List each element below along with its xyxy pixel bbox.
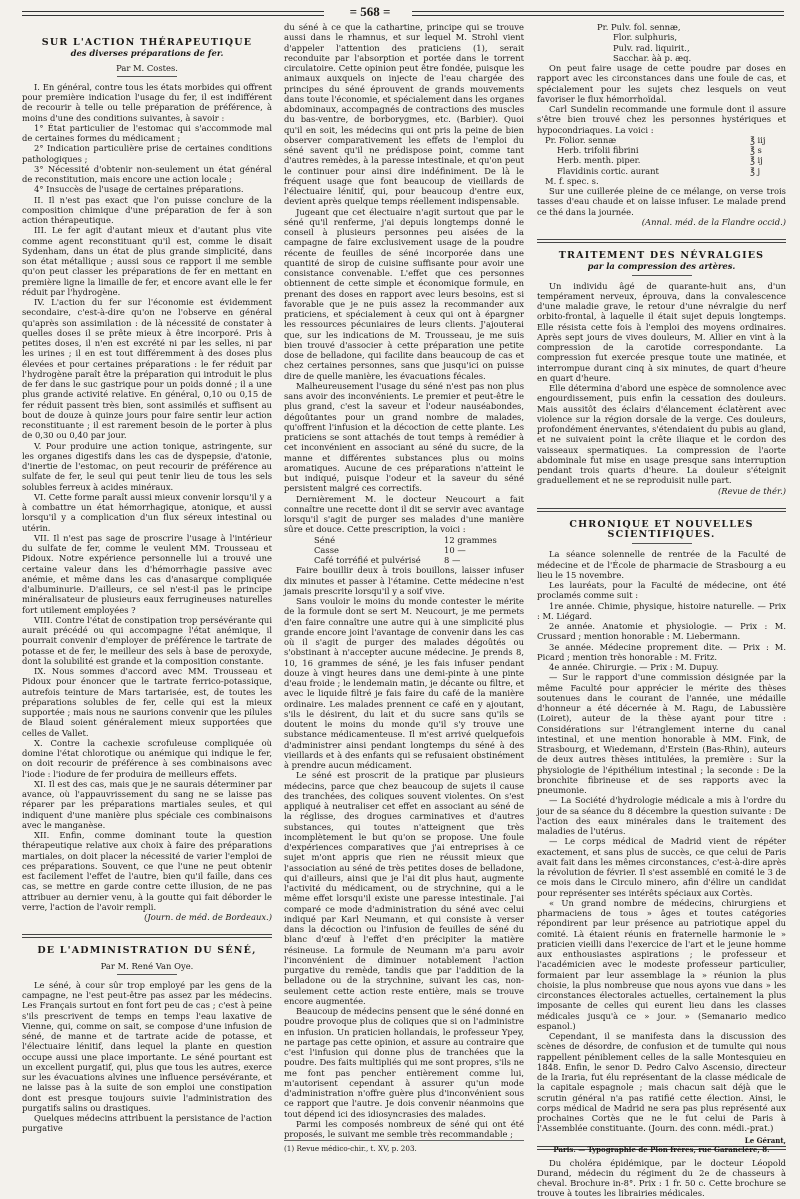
paragraph: 3e année. Médecine proprement dite. — Prix : M. Picard ; mention très honorable : M. Fritz. <box>537 641 786 662</box>
section-separator <box>537 239 786 243</box>
paragraph: VII. Il n'est pas sage de proscrire l'usage à l'intérieur du sulfate de fer, comme le veulent MM. Trousseau et Pidoux. Notre expérience personnelle lui a trouvé une certaine valeur dans les d'hémorrhagie passive avec anémie, et même dans les cas d'anasarque compliquée d'albuminurie. D'ailleurs, ce sel n'est-il pas le principe minéralisateur de plusieurs eaux ferrugineuses naturelles fort utilement employées ? <box>22 532 272 615</box>
recipe-item <box>545 155 786 165</box>
paragraph: 2° Indication particulière prise de certaines conditions pathologiques ; <box>22 143 272 164</box>
paragraph: Parmi les composés nombreux de séné qui ont été proposés, le suivant me semble très recommandable ; <box>284 1118 524 1139</box>
paragraph: IX. Nous sommes d'accord avec MM. Trousseau et Pidoux pour énoncer que le tartrate ferrico-potassique, autrefois teinture de Mars tartarisée, est, de toutes les préparations solubles de fer, celle qui est la mieux supportée ; mais nous ne saurions convenir que les pilules de Blaud soient généralement mieux supportées que celles de Vallet. <box>22 666 272 738</box>
article-author-2: Par M. René Van Oye. <box>100 960 194 971</box>
paragraph: 3° Nécessité d'obtenir non-seulement un état général de reconstitution, mais encore une action locale ; <box>22 163 272 184</box>
divider <box>117 76 177 77</box>
paragraph: XI. Il est des cas, mais que je ne saurais déterminer par avance, où l'appauvrissement du sang ne se laisse pas réparer par les préparations martiales seules, et qui indiquent d'une manière plus spéciale ces combinaisons avec le manganèse. <box>22 778 272 830</box>
imprint <box>537 1136 786 1154</box>
recipe-top <box>537 22 786 63</box>
column-1 <box>22 22 272 1134</box>
recipe-quantity: 10 — <box>444 544 466 555</box>
paragraph: Jugeant que cet électuaire n'agit surtout que par le séné qu'il renferme, j'ai depuis longtemps donné le conseil à plusieurs personnes peu aisées de la campagne de faire exclusivement usage de la poudre récente de feuilles de séné incorporée dans une quantité de sirop de cuisine suffisante pour avoir une consistance convenable. L'effet que ces personnes obtiennent de cette simple et économique formule, en prenant des doses en rapport avec leurs besoins, est si favorable que je ne puis assez la recommander aux praticiens, et spécialement à ceux qui ont à épargner les ressources pécuniaires de leurs clients. J'ajouterai que, sur les indications de M. Trousseau, je me suis bien trouvé d'associer à cette préparation une petite dose de belladone, qui facilite dans beaucoup de cas et chez certaines personnes, sans que jusqu'ici on puisse dire de quelle manière, les évacuations fécales. <box>284 206 524 381</box>
header-rule-right <box>412 11 784 16</box>
citation: (Annal. méd. de la Flandre occid.) <box>641 216 786 227</box>
recipe-line: Pr. Pulv. fol. sennæ, <box>597 22 681 32</box>
recipe-list <box>284 535 524 566</box>
article-subtitle: des diverses préparations de fer. <box>70 48 224 59</box>
article-title: SUR L'ACTION THÉRAPEUTIQUE <box>41 37 253 48</box>
recipe-end: M. f. spec. s. <box>545 175 599 186</box>
header-rule-left <box>22 11 324 16</box>
recipe-ingredient: Flavidinis cortic. aurant <box>557 165 659 176</box>
paragraph: Le séné, à cour sûr trop employé par les gens de la campagne, ne l'est peut-être pas assez par les médecins. Les Français surtout en font fort peu de cas ; c'est à peine s'ils prescrivent de temps en temps l'eau laxative de Vienne, qui, comme on sait, se compose d'une infusion de séné, de manne et de tartrate acide de potasse, et l'électuaire lénitif, dans lequel la plante en question occupe aussi une place importante. Le séné pourtant est un excellent purgatif, qui, plus que tous les autres, exerce sur les évacuations alvines une influence persévérante, et ne laisse pas à la suite de son emploi une constipation dont est presque toujours suivie l'administration des purgatifs salins ou drastiques. <box>22 979 272 1113</box>
article-author: Par M. Costes. <box>116 62 178 73</box>
recipe-line: Pulv. rad. liquirit., <box>613 42 690 53</box>
recipe-list-2 <box>537 135 786 186</box>
paragraph: 2e année. Anatomie et physiologie. — Prix : M. Crussard ; mention honorable : M. Liebermann. <box>537 621 786 642</box>
paragraph: 4° Insuccès de l'usage de certaines préparations. <box>34 184 244 195</box>
footnote: (1) Revue médico-chir., t. XV, p. 203. <box>284 1140 524 1153</box>
recipe-quantity: 8 — <box>444 555 461 565</box>
section-separator <box>537 508 786 512</box>
paragraph: — La Société d'hydrologie médicale a mis à l'ordre du jour de sa séance du 8 décembre la question suivante : De l'action des eaux minérales dans le traitement des maladies de l'utérus. <box>537 795 786 836</box>
recipe-item <box>314 545 524 555</box>
paragraph: — Le corps médical de Madrid vient de répéter exactement, et sans plus de succès, ce que celui de Paris avait fait dans les mêmes circonstances, c'est-à-dire après la révolution de février. Il s'est assemblé en comité le 3 de ce mois dans le Circulo minero, afin d'élire un candidat pour représenter ses intérêts spéciaux aux Cortès. <box>537 836 786 898</box>
paragraph: Quelques médecins attribuent la persistance de l'action purgative <box>22 1113 272 1134</box>
paragraph: XII. Enfin, comme dominant toute la question thérapeutique relative aux choix à faire des préparations martiales, on doit placer la nécessité de varier l'emploi de ces préparations. Souvent, ce que l'une ne peut obtenir est facilement l'effet de l'autre, bien qu'il faille, dans ces cas, se mettre en garde contre cette illusion, de ne pas attribuer au dernier venu, à la goutte qui fait déborder le verre, l'action de l'avoir rempli. <box>22 830 272 912</box>
recipe-ingredient: Séné <box>314 534 336 545</box>
paragraph: La séance solennelle de rentrée de la Faculté de médecine et de l'École de pharmacie de Strasbourg a eu lieu le 15 novembre. <box>537 549 786 580</box>
recipe-ingredient: Café torréfié et pulvérisé <box>314 555 421 565</box>
paragraph: 1° État particulier de l'estomac qui s'accommode mal de certaines formes du médicament ; <box>22 122 272 143</box>
article-subtitle-3: par la compression des artères. <box>587 261 736 272</box>
page-number: = 568 = <box>349 4 391 19</box>
printer-line: Paris. — Typographie de Plon frères, rue Garancière, 8. <box>553 1145 770 1154</box>
recipe-item <box>314 535 524 545</box>
paragraph: Les lauréats, pour la Faculté de médecine, ont été proclamés comme suit : <box>537 580 786 601</box>
recipe-line: Flor. sulphuris, <box>613 32 678 43</box>
paragraph: IV. L'action du fer sur l'économie est évidemment secondaire, c'est-à-dire qu'on ne l'observe en général qu'après son assimilation : de là nécessité de constater à quelles doses il se prête mieux à être incorporé. Pris à petites doses, il n'en est excrété ni par les selles, ni par les urines ; il en est tout différemment à des doses plus élevées et pour certaines préparations : le fer réduit par l'hydrogène paraît être la préparation qui introduit le plus de fer dans le suc gastrique pour un poids donné ; il a une plus grande activité relative. En général, 0,10 ou 0,15 de fer réduit passent très bien, sont assimilés et suffisent au bout de douze à quinze jours pour faire sentir leur action reconstituante ; il est rarement besoin de le porter à plus de 0,30 ou 0,40 par jour. <box>22 297 272 441</box>
recipe-item <box>545 135 786 145</box>
article-title-3: TRAITEMENT DES NÉVRALGIES <box>558 250 765 261</box>
editor-signature: Le Gérant, <box>744 1136 786 1145</box>
recipe-ingredient: Herb. menth. piper. <box>557 155 641 166</box>
paragraph: 4e année. Chirurgie. — Prix : M. Dupuy. <box>549 662 719 672</box>
recipe-item <box>314 555 524 565</box>
column-2 <box>284 22 524 1139</box>
recipe-item <box>545 166 786 176</box>
paragraph: Beaucoup de médecins pensent que le séné donné en poudre provoque plus de coliques que si on l'administre en infusion. Un praticien hollandais, le professeur Ypey, ne partage pas cette opinion, et assure au contraire que c'est l'infusion qui donne plus de tranchées que la poudre. Des faits multipliés qui me sont propres, s'ils ne me font pas pencher entièrement comme lui, m'autorisent cependant à assurer qu'un mode d'administration n'offre guère plus d'inconvénient sous ce rapport que l'autre. Je dois convenir néanmoins que tout dépend ici des idiosyncrasies des malades. <box>284 1006 524 1119</box>
citation: (Revue de thér.) <box>718 485 786 496</box>
recipe-item <box>545 145 786 155</box>
paragraph: V. Pour produire une action tonique, astringente, sur les organes digestifs dans les cas de dyspepsie, d'atonie, d'inertie de l'estomac, on peut recourir de préférence au sulfate de fer, le seul qui peut tenir lieu de tous les sels solubles ferreux à acides minéraux. <box>22 440 272 492</box>
paragraph: « Un grand nombre de médecins, chirurgiens et pharmaciens de tous » âges et toutes catégories répondirent par leur présence au patriotique appel du comité. Là étaient réunis en fraternelle harmonie le » praticien vieilli dans l'exercice de l'art et le jeune homme aux enthousiastes aspirations ; le professeur et l'académicien avec le modeste professeur particulier, formaient par leur assemblage la » réunion la plus choisie, la plus nombreuse que nous ayons vue dans » les circonstances électorales actuelles, certainement la plus imposante de celles qui eurent lieu dans les classes médicales jusqu'à ce » jour. » (Semanario medico espanol.) <box>537 897 786 1031</box>
divider <box>117 974 177 975</box>
article-title-2: DE L'ADMINISTRATION DU SÉNÉ, <box>37 945 257 957</box>
paragraph: Dernièrement M. le docteur Neucourt a fait connaître une recette dont il dit se servir avec avantage lorsqu'il s'agit de purger ses malades d'une manière sûre et douce. Cette prescription, la voici : <box>284 493 524 535</box>
paragraph: II. Il n'est pas exact que l'on puisse conclure de la composition chimique d'une préparation de fer à son action thérapeutique. <box>22 194 272 225</box>
paragraph: — Sur le rapport d'une commission désignée par la même Faculté pour apprécier le mérite des thèses soutenues dans le courant de l'année, une médaille d'honneur a été décernée à M. Ragu, de Labussière (Loiret), auteur de la thèse ayant pour titre : Considérations sur l'étranglement interne du canal intestinal, et une mention honorable à MM. Fink, de Strasbourg, et Wiedemann, d'Erstein (Bas-Rhin), auteurs de deux autres thèses intitulées, la première : Sur la physiologie de l'épithélium intestinal ; la seconde : De la bronchite fibrineuse et de ses rapports avec la pneumonie. <box>537 672 786 795</box>
recipe-quantity: 12 grammes <box>444 534 497 545</box>
paragraph: On peut faire usage de cette poudre par doses en rapport avec les circonstances dans une foule de cas, et spécialement pour les sujets chez lesquels on veut favoriser le flux hémorrhoïdal. <box>537 63 786 104</box>
paragraph: Sans vouloir le moins du monde contester le mérite de la formule dont se sert M. Neucourt, je me permets d'en faire connaître une autre qui à une simplicité plus grande encore joint l'avantage de convenir dans les cas où il s'agit de purger des malades dégoûtés ou s'obstinant à n'accepter aucune médecine. Je prends 8, 10, 16 grammes de séné, je les fais infuser pendant douze à vingt heures dans une demi-pinte à une pinte d'eau froide ; le lendemain matin, je décante ou filtre, et avec le liquide filtré je fais faire du café de la manière ordinaire. Les malades prennent ce café en y ajoutant, s'ils le désirent, du lait et du sucre sans qu'ils se doutent le moins du monde qu'il s'y trouve une substance médicamenteuse. Il m'est arrivé quelquefois d'administrer ainsi pendant longtemps du séné à des vieillards et à des enfants qui se refusaient obstinément à prendre aucun médicament. <box>284 596 524 770</box>
section-separator <box>22 934 272 938</box>
paragraph: III. Le fer agit d'autant mieux et d'autant plus vite comme agent reconstituant qu'il est, comme le disait Sydenham, dans un état de plus grande simplicité, dans son état métallique ; aussi sous ce rapport il me semble qu'on peut classer les préparations de fer en mettant en première ligne la limaille de fer, et encore avant elle le fer réduit par l'hydrogène. <box>22 225 272 297</box>
citation: (Journ. de méd. de Bordeaux.) <box>144 912 272 922</box>
recipe-ingredient: Casse <box>314 544 339 555</box>
paragraph: Faire bouillir deux à trois bouillons, laisser infuser dix minutes et passer à l'étamine. Cette médecine n'est jamais prescrite lorsqu'il y a soif vive. <box>284 565 524 596</box>
recipe-quantity: ℥ iij <box>750 134 766 145</box>
chronicle-title: CHRONIQUE ET NOUVELLES SCIENTIFIQUES. <box>569 518 754 540</box>
paragraph: Un individu âgé de quarante-huit ans, d'un tempérament nerveux, éprouva, dans la convalescence d'une maladie grave, le retour d'une névralgie du nerf orbito-frontal, à laquelle il était sujet depuis longtemps. Elle résista cette fois à l'emploi des moyens ordinaires. Après sept jours de vives douleurs, M. Allier en vint à la compression de la carotide correspondante. La compression fut exercée presque toute une matinée, et interrompue durant cinq à six minutes, de quart d'heure en quart d'heure. <box>537 280 786 383</box>
paragraph: Malheureusement l'usage du séné n'est pas non plus sans avoir des inconvénients. Le premier et peut-être le plus grand, c'est la saveur et l'odeur nauséabondes, dégoûtantes pour un grand nombre de malades, qu'offrent l'infusion et la décoction de cette plante. Les praticiens se sont attachés de tout temps à remédier à cet inconvénient en associant au séné du sucre, de la manne et différentes substances plus ou moins aromatiques. Aucune de ces préparations n'atteint le but indiqué, puisque l'odeur et la saveur du séné persistent malgré ces correctifs. <box>284 380 524 494</box>
divider <box>632 275 692 276</box>
paragraph: X. Contre la cachexie scrofuleuse compliquée où domine l'état chlorotique ou anémique qui indique le fer, on doit recourir de préférence à ses combinaisons avec l'iode : l'iodure de fer produira de meilleurs effets. <box>22 737 272 779</box>
paragraph: Sur une cuillerée pleine de ce mélange, on verse trois tasses d'eau chaude et on laisse infuser. Le malade prend ce thé dans la journée. <box>537 186 786 217</box>
divider <box>632 543 692 544</box>
paragraph: VI. Cette forme paraît aussi mieux convenir lorsqu'il y a à combattre un état hémorrhagique, atonique, et aussi lorsqu'il y a complication d'un flux séreux intestinal ou utérin. <box>22 491 272 533</box>
recipe-quantity: ℥ s <box>750 145 762 155</box>
paragraph: Le séné est proscrit de la pratique par plusieurs médecins, parce que chez beaucoup de sujets il cause des tranchées, des coliques souvent violentes. On s'est appliqué à neutraliser cet effet en associant au séné de la réglisse, des drogues carminatives et d'autres substances, qui toutes n'atteignent que très incomplètement le but qu'on se propose. Une foule d'expériences comparatives que j'ai entreprises à ce sujet m'ont appris que rien ne réussit mieux que l'association au séné de très petites doses de belladone, qui d'ailleurs, ainsi que je l'ai dit plus haut, augmente l'activité du médicament, ou de strychnine, qui a le même effet lorsqu'il existe une paresse intestinale. J'ai comparé ce mode d'administration du séné avec celui indiqué par Karl Neumann, et qui consiste à verser dans la décoction ou l'infusion de feuilles de séné du blanc d'œuf à l'effet d'en précipiter la matière résineuse. La formule de Neumann m'a paru avoir l'inconvénient de diminuer notablement l'action purgative du remède, tandis que par l'addition de la belladone ou de la strychnine, suivant les cas, non-seulement cette action reste entière, mais se trouve encore augmentée. <box>284 770 524 1006</box>
paragraph: 1re année. Chimie, physique, histoire naturelle. — Prix : M. Liégard. <box>537 600 786 621</box>
paragraph: Elle détermina d'abord une espèce de somnolence avec engourdissement, puis enfin la cessation des douleurs. Mais aussitôt des éclairs d'élancement éclatèrent avec violence sur la région dorsale de la verge. Ces douleurs, profondément énervantes, s'étendaient du pubis au gland, et ne suivaient point la crête iliaque et le cordon des vaisseaux spermatiques. La compression de l'aorte abdominale fut mise en usage presque sans interruption pendant trois quarts d'heure. La douleur s'éteignit graduellement et ne se reproduisit nulle part. <box>537 383 786 486</box>
paragraph: I. En général, contre tous les états morbides qui offrent pour première indication l'usage du fer, il est indifférent de recourir à telle ou telle préparation de préférence, à moins d'une des conditions suivantes, à savoir : <box>22 81 272 123</box>
paragraph: Du choléra épidémique, par le docteur Léopold Durand, médecin du régiment du 2e de chasseurs à cheval. Brochure in-8°. Prix : 1 fr. 50 c. Cette brochure se trouve à toutes les librairies médicales. <box>537 1157 786 1199</box>
column-3 <box>537 22 786 1199</box>
recipe-line: Sacchar. àà p. æq. <box>613 52 692 63</box>
paragraph: Cependant, il se manifesta dans la discussion des scènes de désordre, de confusion et de tumulte qui nous rappellent péniblement celles de la salle Montesquieu en 1848. Enfin, le senor D. Pedro Calvo Ascensio, directeur de la Iraria, fut élu représentant de la classe médicale de la capitale espagnole ; mais chacun sait déjà que le scrutin général n'a pas ratifié cette élection. Ainsi, le corps médical de Madrid ne sera pas plus représenté aux prochaines Cortès que ne le fut celui de Paris à l'Assemblée constituante. (Journ. des conn. médi.-prat.) <box>537 1031 786 1134</box>
recipe-ingredient: Pr. Folior. sennæ <box>545 134 617 145</box>
paragraph: du séné à ce que la cathartine, principe qui se trouve aussi dans le rhamnus, et sur lequel M. Strohl vient d'appeler l'attention des praticiens (1), serait reconduite par l'absorption et portée dans le torrent circulatoire. Cette opinion peut être fondée, puisque les animaux auxquels on injecte de l'eau chargée des principes du séné éprouvent de grands mouvements dans toute l'économie, et spécialement dans les organes abdominaux, accompagnés de contractions des muscles du bas-ventre, de borborygmes, etc. (Barbier). Quoi qu'il en soit, les médecins qui ont pris la peine de bien observer comparativement les effets de l'emploi du séné savent qu'il ne prédispose point, comme tant d'autres remèdes, à la paresse intestinale, et qu'on peut le continuer pour ainsi dire indéfiniment. De là le fréquent usage que font beaucoup de vieillards de l'électuaire lénitif, qui, pour beaucoup d'entre eux, devient après quelque temps réellement indispensable. <box>284 22 524 207</box>
recipe-quantity: ℥ j <box>750 165 761 176</box>
paragraph: VIII. Contre l'état de constipation trop persévérante qui aurait précédé ou qui accompagne l'état anémique, il pourrait convenir d'employer de préférence le tartrate de potasse et de fer, le meilleur des sels à base de peroxyde, dont la solubilité est grande et la composition constante. <box>22 614 272 666</box>
recipe-quantity: ℥ ij <box>750 155 763 166</box>
recipe-ingredient: Herb. trifolii fibrini <box>557 145 639 155</box>
paragraph: Carl Sundelin recommande une formule dont il assure s'être bien trouvé chez les personnes hystériques et hypocondriaques. La voici : <box>537 104 786 135</box>
